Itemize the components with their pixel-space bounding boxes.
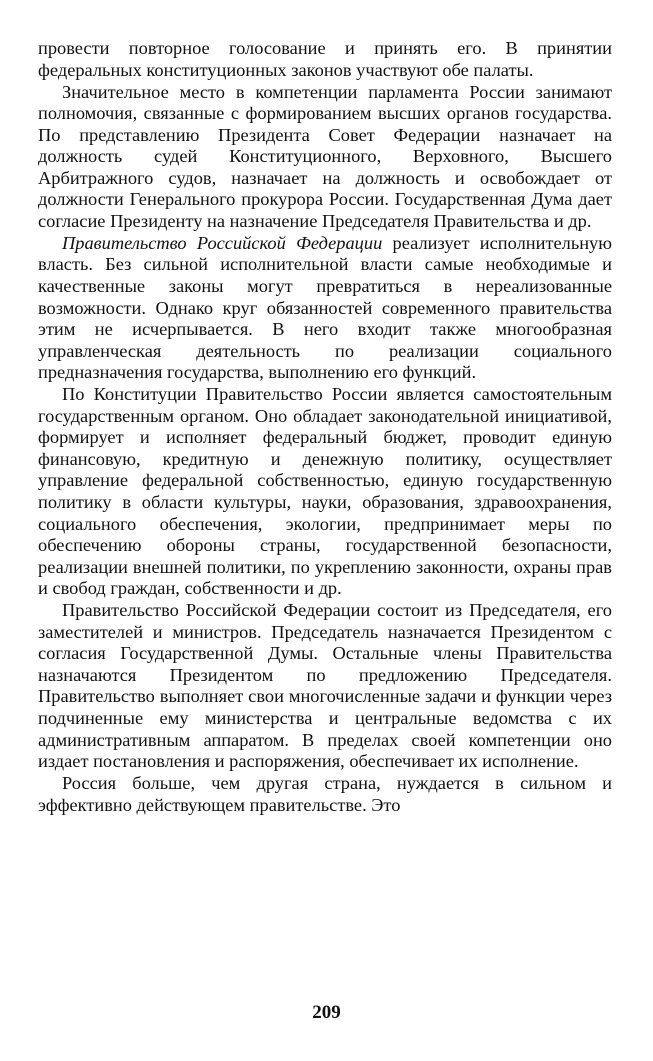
- paragraph-government-composition: Правительство Российской Федерации состоит из Председателя, его заместителей и министров. Председатель назначается Президентом с согласия Государственной Думы. Остальные члены Правительства назначаются Президентом по предложению Председателя. Правительство выполняет свои многочисленные задачи и функции через подчиненные ему министерства и центральные ведомства с их административным аппаратом. В пределах своей компетенции оно издает постановления и распоряжения, обеспечивает их исполнение.: [38, 600, 612, 772]
- italic-term-government: Правительство Российской Федерации: [62, 232, 383, 253]
- paragraph-russia-needs: Россия больше, чем другая страна, нуждается в сильном и эффективно действующем правительстве. Это: [38, 773, 612, 815]
- paragraph-parliament-competence: Значительное место в компетенции парламента России занимают полномочия, связанные с формированием высших органов государства. По представлению Президента Совет Федерации назначает на должность судей Конституционного, Верховного, Высшего Арбитражного судов, назначает на должность и освобождает от должности Генерального прокурора России. Государственная Дума дает согласие Президенту на назначение Председателя Правительства и др.: [38, 81, 612, 231]
- paragraph-government-executive-text: реализует исполнительную власть. Без сильной исполнительной власти самые необходимые и качественные законы могут превратиться в нереализованные возможности. Однако круг обязанностей современного правительства этим не исчерпывается. В него входит также многообразная управленческая деятельность по реализации социального предназначения государства, выполнению его функций.: [38, 232, 612, 383]
- paragraph-constitution-government: По Конституции Правительство России является самостоятельным государственным органом. Оно обладает законодательной инициативой, формирует и исполняет федеральный бюджет, проводит единую финансовую, кредитную и денежную политику, осуществляет управление федеральной собственностью, единую государственную политику в области культуры, науки, образования, здравоохранения, социального обеспечения, экологии, предпринимает меры по обеспечению обороны страны, государственной безопасности, реализации внешней политики, по укреплению законности, охраны прав и свобод граждан, собственности и др.: [38, 384, 612, 599]
- document-page: [38, 38, 612, 816]
- body-text: [38, 38, 612, 816]
- paragraph-government-executive: [38, 233, 612, 384]
- paragraph-continued: провести повторное голосование и принять его. В принятии федеральных конституционных законов участвуют обе палаты.: [38, 38, 612, 80]
- page-number: 209: [312, 1002, 341, 1023]
